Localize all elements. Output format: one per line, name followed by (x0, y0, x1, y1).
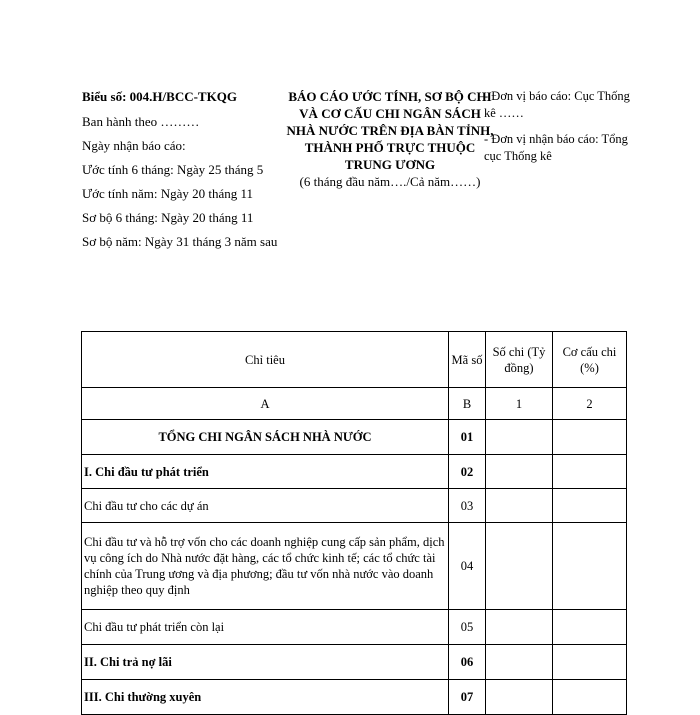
table-header-row (82, 332, 627, 388)
header-code: Mã số (449, 332, 486, 388)
value-cell[interactable] (486, 680, 553, 715)
letter-structure: 2 (553, 388, 627, 420)
value-cell[interactable] (486, 420, 553, 455)
form-info (82, 88, 282, 257)
row-label: Chi đầu tư phát triển còn lại (82, 610, 449, 645)
row-label: Chi đầu tư và hỗ trợ vốn cho các doanh nghiệp cung cấp sản phẩm, dịch vụ công ích do Nhà nước đặt hàng, các tổ chức kinh tế; các tổ chức tài chính của Trung ương và địa phương; đầu tư vốn nhà nước vào doanh nghiệp theo quy định (82, 523, 449, 610)
letter-code: B (449, 388, 486, 420)
row-code: 06 (449, 645, 486, 680)
preliminary-year: Sơ bộ năm: Ngày 31 tháng 3 năm sau (82, 234, 278, 249)
row-code: 05 (449, 610, 486, 645)
row-label: TỔNG CHI NGÂN SÁCH NHÀ NƯỚC (82, 420, 449, 455)
value-cell[interactable] (486, 523, 553, 610)
row-label: III. Chi thường xuyên (82, 680, 449, 715)
report-title: BÁO CÁO ƯỚC TÍNH, SƠ BỘ CHI VÀ CƠ CẤU CHI NGÂN SÁCH NHÀ NƯỚC TRÊN ĐỊA BÀN TỈNH, THÀNH PHỐ TRỰC THUỘC TRUNG ƯƠNG (286, 89, 494, 172)
value-cell[interactable] (553, 455, 627, 489)
value-cell[interactable] (553, 420, 627, 455)
row-code: 03 (449, 489, 486, 523)
value-cell[interactable] (553, 645, 627, 680)
table-row (82, 523, 627, 610)
row-code: 04 (449, 523, 486, 610)
row-code: 01 (449, 420, 486, 455)
table-row (82, 610, 627, 645)
value-cell[interactable] (553, 610, 627, 645)
preliminary-6-months: Sơ bộ 6 tháng: Ngày 20 tháng 11 (82, 210, 254, 225)
value-cell[interactable] (486, 489, 553, 523)
received-date-label: Ngày nhận báo cáo: (82, 138, 186, 153)
unit-info (484, 88, 634, 174)
value-cell[interactable] (553, 523, 627, 610)
table-row (82, 680, 627, 715)
letter-indicator: A (82, 388, 449, 420)
table-row (82, 455, 627, 489)
value-cell[interactable] (486, 610, 553, 645)
letter-spending: 1 (486, 388, 553, 420)
row-label: Chi đầu tư cho các dự án (82, 489, 449, 523)
row-label: II. Chi trả nợ lãi (82, 645, 449, 680)
header-spending: Số chi (Tỷ đồng) (486, 332, 553, 388)
report-period: (6 tháng đầu năm…./Cả năm……) (299, 174, 481, 189)
value-cell[interactable] (553, 489, 627, 523)
row-label: I. Chi đầu tư phát triển (82, 455, 449, 489)
table-row (82, 420, 627, 455)
table-letter-row (82, 388, 627, 420)
value-cell[interactable] (486, 645, 553, 680)
table-row (82, 489, 627, 523)
form-code: Biểu số: 004.H/BCC-TKQG (82, 89, 237, 104)
header-structure: Cơ cấu chi (%) (553, 332, 627, 388)
estimate-6-months: Ước tính 6 tháng: Ngày 25 tháng 5 (82, 162, 264, 177)
issued-by: Ban hành theo ……… (82, 114, 200, 129)
row-code: 07 (449, 680, 486, 715)
receiving-unit: - Đơn vị nhận báo cáo: Tổng cục Thống kê (484, 132, 628, 163)
estimate-year: Ước tính năm: Ngày 20 tháng 11 (82, 186, 254, 201)
table-row (82, 645, 627, 680)
row-code: 02 (449, 455, 486, 489)
report-title-block (285, 88, 495, 190)
reporting-unit: - Đơn vị báo cáo: Cục Thống kê …… (484, 89, 630, 120)
report-table (81, 331, 627, 715)
value-cell[interactable] (553, 680, 627, 715)
value-cell[interactable] (486, 455, 553, 489)
header-indicator: Chỉ tiêu (82, 332, 449, 388)
